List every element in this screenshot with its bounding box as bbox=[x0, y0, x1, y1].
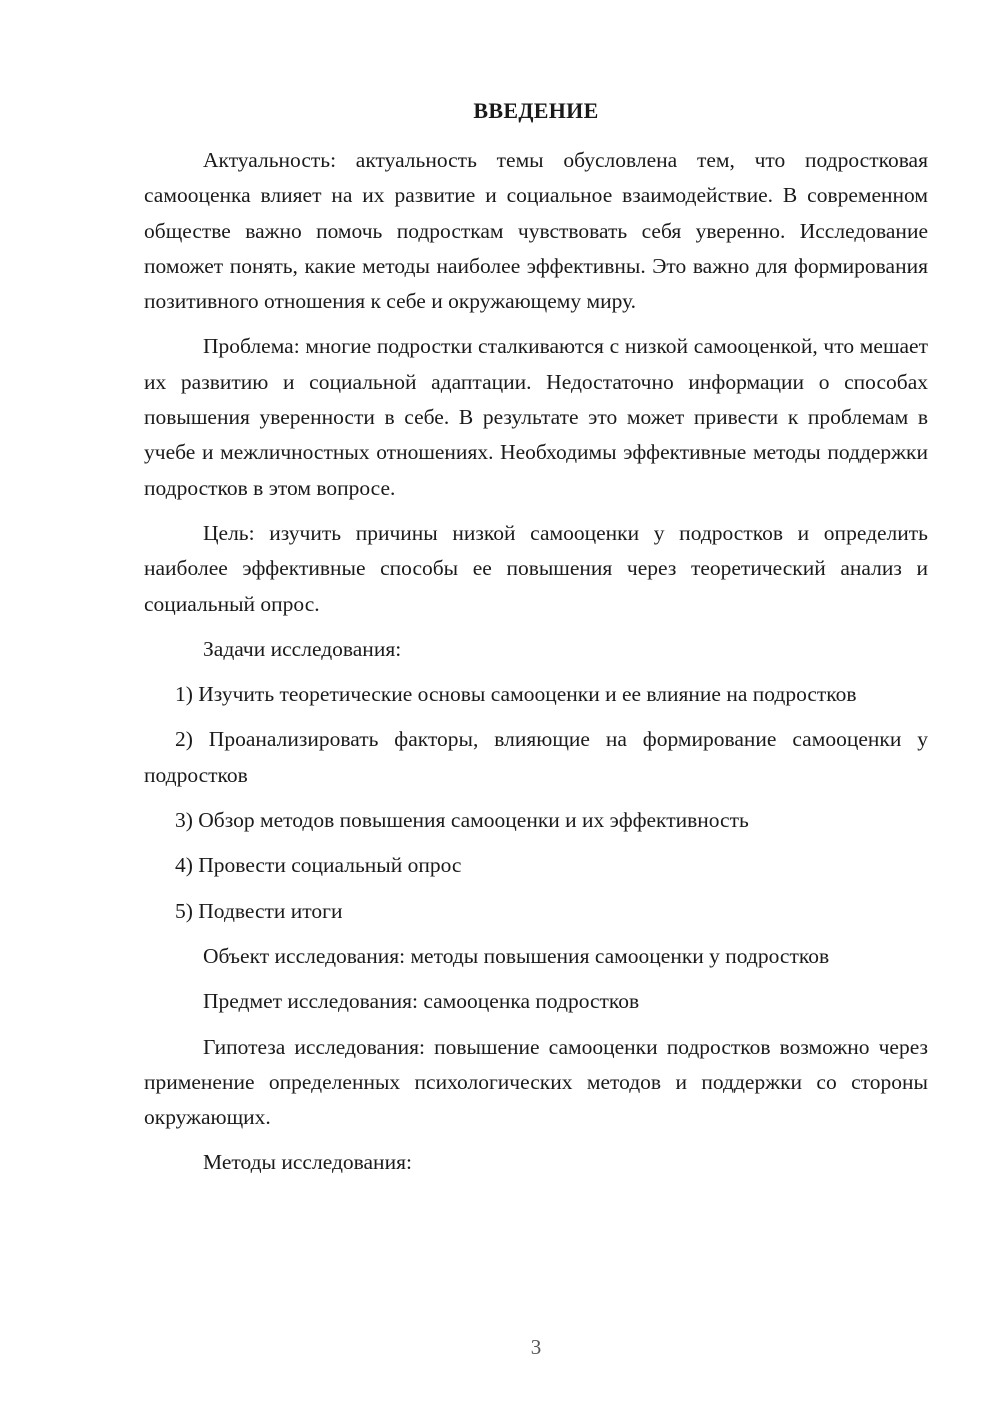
paragraph-methods: Методы исследования: bbox=[203, 1150, 412, 1175]
task-item-2: 2) Проанализировать факторы, влияющие на формирование самооценки у подростков bbox=[144, 727, 928, 787]
paragraph-tasks-heading: Задачи исследования: bbox=[203, 636, 402, 661]
paragraph-relevance: Актуальность: актуальность темы обусловлена тем, что подростковая самооценка влияет на их развитие и социальное взаимодействие. В современном обществе важно помочь подросткам чувствовать себя уверенно. Исследование поможет понять, какие методы наиболее эффективны. Это важно для формирования позитивного отношения к себе и окружающему миру. bbox=[144, 148, 928, 314]
page-heading: ВВЕДЕНИЕ bbox=[473, 98, 599, 123]
document-body bbox=[144, 143, 928, 1191]
task-item-5: 5) Подвести итоги bbox=[175, 898, 343, 923]
task-item-3: 3) Обзор методов повышения самооценки и их эффективность bbox=[175, 808, 749, 833]
paragraph-subject: Предмет исследования: самооценка подростков bbox=[203, 989, 640, 1014]
task-item-1: 1) Изучить теоретические основы самооценки и ее влияние на подростков bbox=[175, 682, 857, 707]
page-number: 3 bbox=[530, 1335, 542, 1359]
task-item-4: 4) Провести социальный опрос bbox=[175, 853, 462, 878]
paragraph-hypothesis: Гипотеза исследования: повышение самооценки подростков возможно через применение определенных психологических методов и поддержки со стороны окружающих. bbox=[144, 1034, 928, 1130]
paragraph-goal: Цель: изучить причины низкой самооценки у подростков и определить наиболее эффективные способы ее повышения через теоретический анализ и социальный опрос. bbox=[144, 520, 928, 616]
paragraph-problem: Проблема: многие подростки сталкиваются с низкой самооценкой, что мешает их развитию и социальной адаптации. Недостаточно информации о способах повышения уверенности в себе. В результате это может привести к проблемам в учебе и межличностных отношениях. Необходимы эффективные методы поддержки подростков в этом вопросе. bbox=[144, 334, 928, 500]
paragraph-object: Объект исследования: методы повышения самооценки у подростков bbox=[203, 943, 830, 968]
